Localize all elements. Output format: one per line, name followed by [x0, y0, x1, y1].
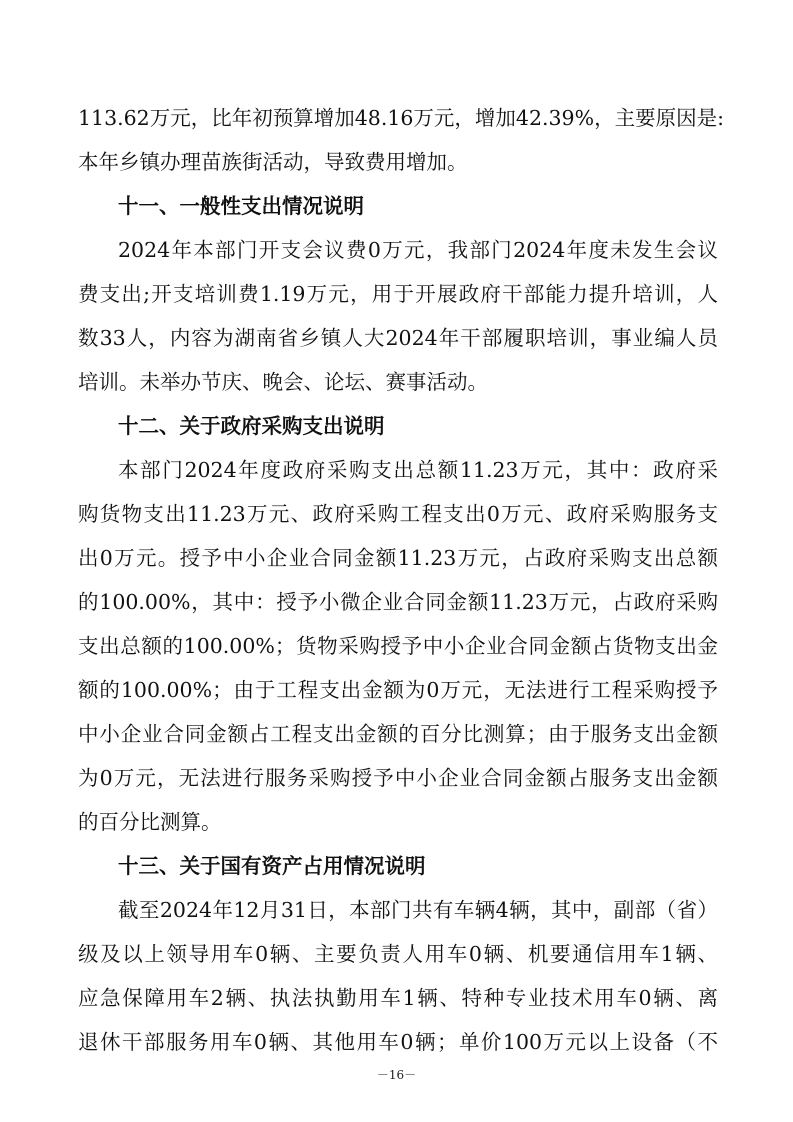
body-line: 出0万元。授予中小企业合同金额11.23万元，占政府采购支出总额	[78, 546, 718, 570]
body-line: 费支出;开支培训费1.19万元，用于开展政府干部能力提升培训，人	[78, 282, 718, 306]
body-line: 数33人，内容为湖南省乡镇人大2024年干部履职培训，事业编人员	[78, 326, 718, 350]
body-line: 级及以上领导用车0辆、主要负责人用车0辆、机要通信用车1辆、	[78, 942, 718, 966]
body-line: 购货物支出11.23万元、政府采购工程支出0万元、政府采购服务支	[78, 502, 718, 526]
body-line: 为0万元，无法进行服务采购授予中小企业合同金额占服务支出金额	[78, 766, 718, 790]
body-line: 的100.00%，其中：授予小微企业合同金额11.23万元，占政府采购	[78, 590, 718, 614]
body-line: 应急保障用车2辆、执法执勤用车1辆、特种专业技术用车0辆、离	[78, 986, 718, 1010]
body-line: 额的100.00%；由于工程支出金额为0万元，无法进行工程采购授予	[78, 678, 718, 702]
body-line: 截至2024年12月31日，本部门共有车辆4辆，其中，副部（省）	[118, 898, 718, 922]
body-line: 2024年本部门开支会议费0万元，我部门2024年度未发生会议	[118, 238, 718, 262]
body-line: 退休干部服务用车0辆、其他用车0辆；单价100万元以上设备（不	[78, 1030, 718, 1054]
body-line: 的百分比测算。	[78, 810, 222, 834]
body-line: 113.62万元，比年初预算增加48.16万元，增加42.39%，主要原因是:	[78, 106, 724, 130]
section-13-heading: 十三、关于国有资产占用情况说明	[118, 854, 426, 878]
section-11-heading: 十一、一般性支出情况说明	[118, 194, 364, 218]
body-line: 中小企业合同金额占工程支出金额的百分比测算；由于服务支出金额	[78, 722, 718, 746]
body-line: 本年乡镇办理苗族街活动，导致费用增加。	[78, 150, 468, 174]
body-line: 支出总额的100.00%；货物采购授予中小企业合同金额占货物支出金	[78, 634, 718, 658]
section-12-heading: 十二、关于政府采购支出说明	[118, 414, 385, 438]
body-line: 本部门2024年度政府采购支出总额11.23万元，其中：政府采	[118, 458, 718, 482]
body-line: 培训。未举办节庆、晚会、论坛、赛事活动。	[78, 370, 488, 394]
page-number: －16－	[376, 1068, 417, 1082]
